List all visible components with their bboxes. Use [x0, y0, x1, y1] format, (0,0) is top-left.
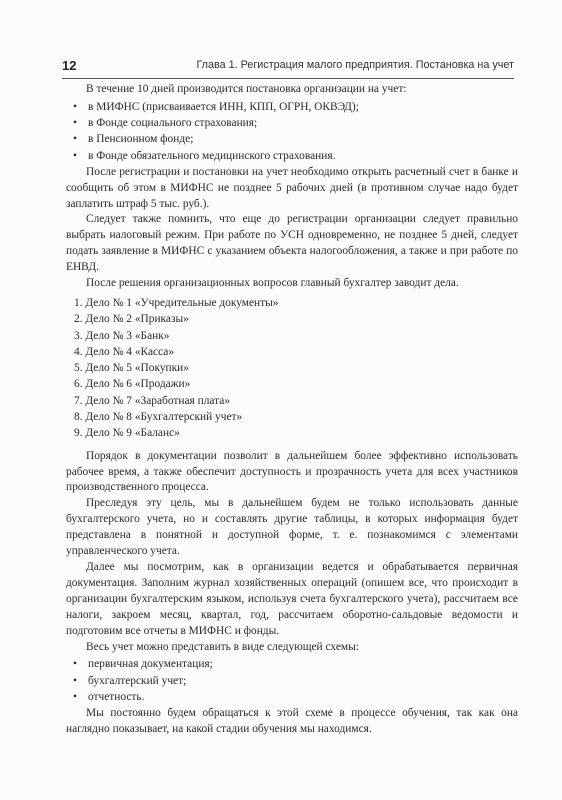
list-item: • бухгалтерский учет; [66, 673, 518, 689]
goal-paragraph: Преследуя эту цель, мы в дальнейшем будем не только использовать данные бухгалтерского учета, но и составлять другие таблицы, в которых информация будет представлена в понятной и доступной форме, т. е. познакомимся с элементами управленческого учета. [66, 497, 518, 558]
bank-paragraph: После регистрации и постановки на учет необходимо открыть расчетный счет в банке и сообщить об этом в МИФНС не позднее 5 рабочих дней (в противном случае надо будет заплатить штраф 5 тыс. руб.). [66, 165, 518, 210]
list-item: • в МИФНС (присваивается ИНН, КПП, ОГРН, ОКВЭД); [66, 99, 518, 115]
page-body [66, 82, 518, 738]
cases-intro-paragraph: После решения организационных вопросов главный бухгалтер заводит дела. [86, 277, 459, 290]
list-item: 3. Дело № 3 «Банк» [74, 329, 170, 342]
order-paragraph: Порядок в документации позволит в дальнейшем более эффективно использовать рабочее время, а также обеспечит доступность и прозрачность учета для всех участников производственного процесса. [66, 449, 518, 494]
cases-list [66, 295, 518, 442]
scheme-intro-paragraph: Весь учет можно представить в виде следующей схемы: [86, 640, 359, 653]
final-paragraph: Мы постоянно будем обращаться к этой схеме в процессе обучения, так как она наглядно показывает, на какой стадии обучения мы находимся. [66, 707, 518, 735]
scheme-list [66, 656, 518, 705]
list-item: 7. Дело № 7 «Заработная плата» [74, 394, 231, 407]
bullet-icon: • [73, 658, 77, 671]
registration-list [66, 99, 518, 164]
bullet-icon: • [73, 133, 77, 146]
chapter-title: Глава 1. Регистрация малого предприятия. Постановка на учет [196, 59, 514, 71]
further-paragraph: Далее мы посмотрим, как в организации ведется и обрабатывается первичная документация. Заполним журнал хозяйственных операций (опишем все, что происходит в организации бухгалтерским языком, используя счета бухгалтерского учета), рассчитаем все налоги, закроем месяц, квартал, год, рассчитаем оборотно-сальдовые ведомости и подготовим все отчеты в МИФНС и фонды. [66, 560, 518, 637]
list-item: 9. Дело № 9 «Баланс» [74, 427, 180, 440]
page-number: 12 [62, 58, 77, 73]
bullet-icon: • [73, 149, 77, 162]
list-item: 4. Дело № 4 «Касса» [74, 345, 175, 358]
list-item: 5. Дело № 5 «Покупки» [74, 362, 189, 375]
list-item: • отчетность. [66, 689, 518, 705]
list-item: • в Фонде обязательного медицинского страхования. [66, 148, 518, 164]
tax-paragraph: Следует также помнить, что еще до регистрации организации следует правильно выбрать налоговый режим. При работе по УСН одновременно, не позднее 5 дней, следует подать заявление в МИФНС с указанием объекта налогообложения, а также и при работе по ЕНВД. [66, 213, 518, 274]
intro-paragraph: В течение 10 дней производится постановка организации на учет: [86, 83, 407, 95]
list-item: • в Фонде социального страхования; [66, 115, 518, 131]
list-item: 6. Дело № 6 «Продажи» [74, 378, 191, 391]
list-item: 2. Дело № 2 «Приказы» [74, 313, 189, 326]
list-item: • в Пенсионном фонде; [66, 131, 518, 147]
bullet-icon: • [73, 117, 77, 130]
list-item: • первичная документация; [66, 656, 518, 672]
list-item: 8. Дело № 8 «Бухгалтерский учет» [74, 411, 243, 424]
bullet-icon: • [73, 674, 77, 687]
running-header [62, 56, 514, 79]
list-item: 1. Дело № 1 «Учредительные документы» [74, 296, 279, 309]
bullet-icon: • [73, 100, 77, 113]
bullet-icon: • [73, 690, 77, 703]
